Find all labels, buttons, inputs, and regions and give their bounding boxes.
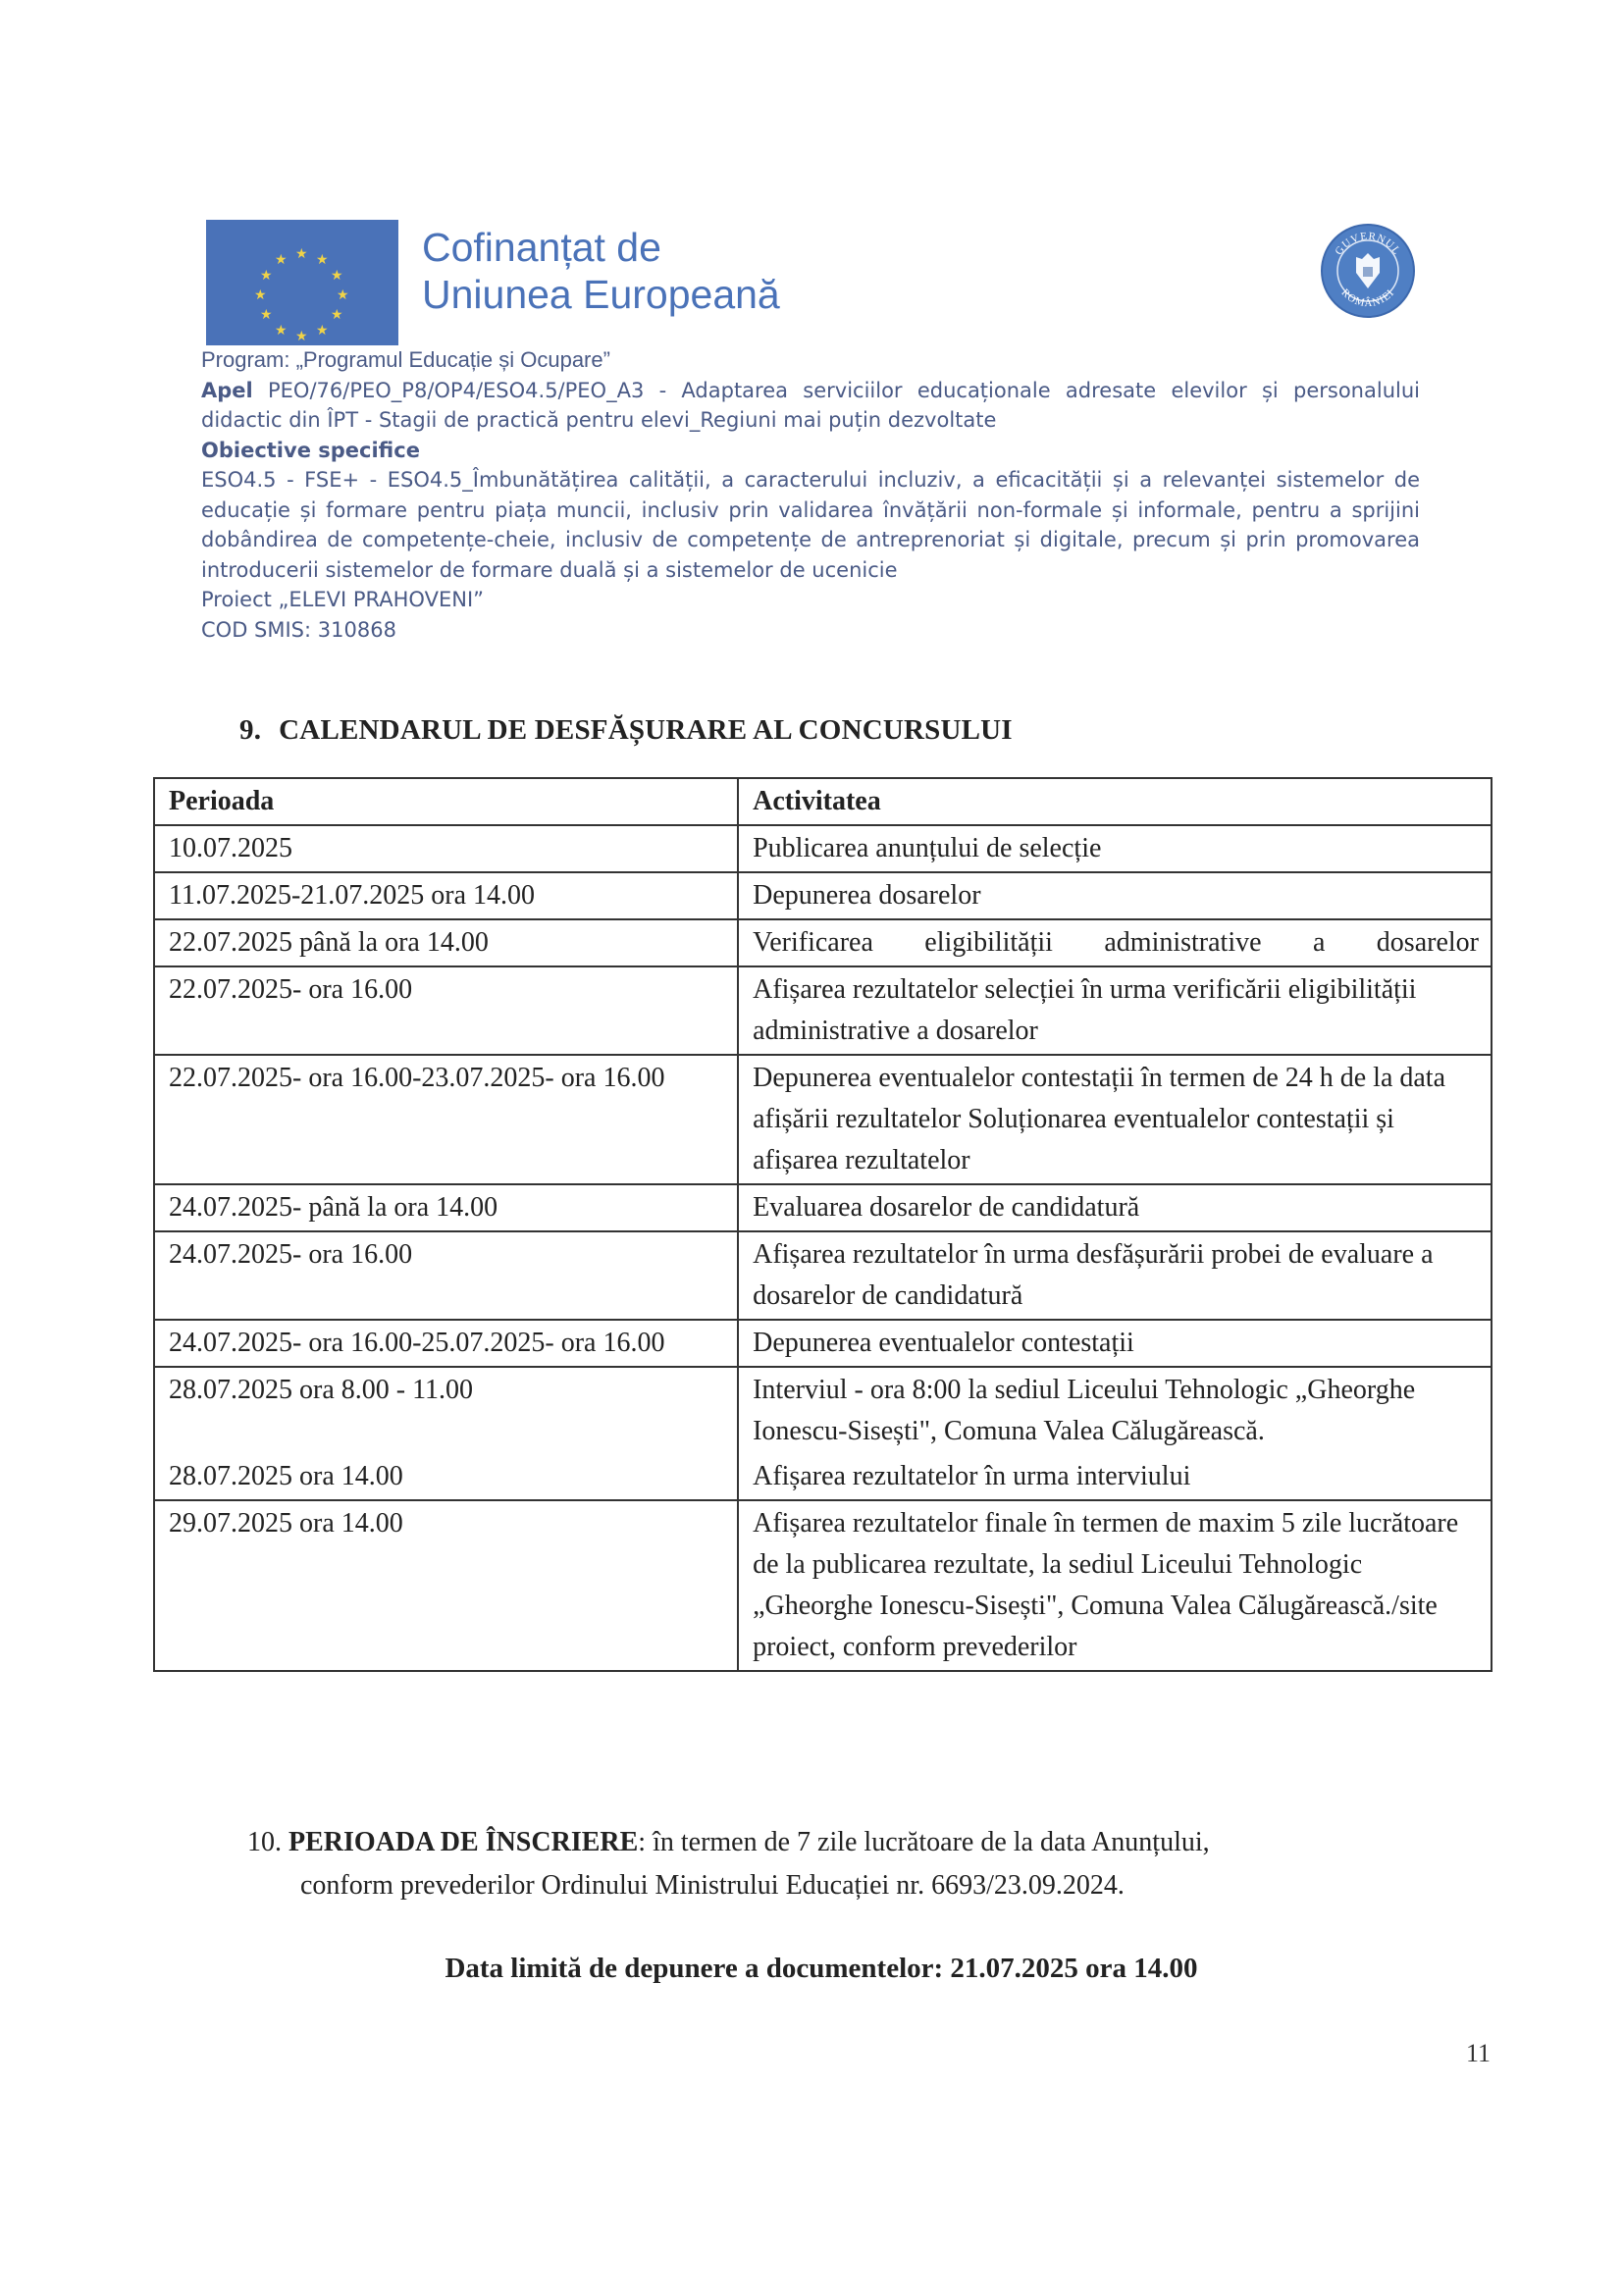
apel-line: [201, 376, 1420, 436]
star-icon: ★: [260, 307, 273, 323]
page-number: 11: [1466, 2039, 1492, 2067]
table-row: [154, 966, 1492, 1055]
activity-cell: Publicarea anunțului de selecție: [738, 825, 1492, 872]
activity-cell: Afișarea rezultatelor selecției în urma verificării eligibilității administrative a dosarelor: [738, 966, 1492, 1055]
svg-text:GUVERNUL: GUVERNUL: [1333, 230, 1403, 258]
eu-flag-icon: [206, 220, 398, 345]
calendar-table: [153, 777, 1492, 1672]
column-header-period: Perioada: [154, 778, 738, 825]
column-header-activity: Activitatea: [738, 778, 1492, 825]
activity-cell: Verificarea eligibilității administrative a dosarelor: [738, 919, 1492, 966]
period-cell: 11.07.2025-21.07.2025 ora 14.00: [154, 872, 738, 919]
objectives-text: ESO4.5 - FSE+ - ESO4.5_Îmbunătățirea calității, a caracterului incluziv, a eficacității și a relevanței sistemelor de educație și formare pentru piața muncii, inclusiv prin validarea învățării non-formale și informale, pentru a sprijini dobândirea de competențe-cheie, inclusiv de competențe de antreprenoriat și digitale, precum și prin promovarea introducerii sistemelor de formare duală și a sistemelor de ucenicie: [201, 468, 1420, 582]
period-cell: 28.07.2025 ora 8.00 - 11.00: [154, 1367, 738, 1454]
period-cell: 28.07.2025 ora 14.00: [154, 1454, 738, 1500]
star-icon: ★: [275, 323, 288, 339]
objectives-label: Obiective specifice: [201, 438, 420, 462]
activity-cell: Interviul - ora 8:00 la sediul Liceului Tehnologic „Gheorghe Ionescu-Sisești", Comuna Valea Călugărească.: [738, 1367, 1492, 1454]
table-row: [154, 1231, 1492, 1320]
svg-text:ROMÂNIEI: ROMÂNIEI: [1338, 287, 1397, 310]
cofinanced-line-2: Uniunea Europeană: [422, 272, 780, 317]
section-10-label: PERIOADA DE ÎNSCRIERE: [288, 1827, 639, 1857]
star-icon: ★: [295, 329, 308, 344]
table-header-row: [154, 778, 1492, 825]
star-icon: ★: [331, 268, 343, 284]
table-row: [154, 1454, 1492, 1500]
cofinanced-line-1: Cofinanțat de: [422, 225, 661, 270]
section-10-line-1: [247, 1821, 1493, 1864]
table-row: [154, 1367, 1492, 1454]
star-icon: ★: [254, 287, 267, 303]
activity-cell: Afișarea rezultatelor în urma desfășurării probei de evaluare a dosarelor de candidatură: [738, 1231, 1492, 1320]
apel-text: PEO/76/PEO_P8/OP4/ESO4.5/PEO_A3 - Adaptarea serviciilor educaționale adresate elevilor și personalului didactic din ÎPT - Stagii de practică pentru elevi_Regiuni mai puțin dezvoltate: [201, 378, 1420, 432]
government-seal-icon: [1321, 224, 1415, 318]
star-icon: ★: [337, 287, 349, 303]
period-cell: 10.07.2025: [154, 825, 738, 872]
star-icon: ★: [316, 323, 329, 339]
star-icon: ★: [260, 268, 273, 284]
section-title-text: CALENDARUL DE DESFĂȘURARE AL CONCURSULUI: [279, 714, 1013, 746]
activity-cell: Afișarea rezultatelor în urma interviului: [738, 1454, 1492, 1500]
activity-cell: Afișarea rezultatelor finale în termen de maxim 5 zile lucrătoare de la publicarea rezultate, la sediul Liceului Tehnologic „Gheorghe Ionescu-Sisești", Comuna Valea Călugărească./site proiect, conform prevederilor: [738, 1500, 1492, 1671]
table-row: [154, 872, 1492, 919]
star-icon: ★: [275, 252, 288, 268]
activity-cell: Evaluarea dosarelor de candidatură: [738, 1184, 1492, 1231]
table-row: [154, 919, 1492, 966]
period-cell: 24.07.2025- ora 16.00-25.07.2025- ora 16.00: [154, 1320, 738, 1367]
period-cell: 22.07.2025- ora 16.00: [154, 966, 738, 1055]
period-cell: 22.07.2025- ora 16.00-23.07.2025- ora 16.00: [154, 1055, 738, 1184]
cod-smis: COD SMIS: 310868: [201, 617, 396, 642]
star-icon: ★: [295, 246, 308, 262]
table-row: [154, 1055, 1492, 1184]
section-10: [247, 1821, 1493, 1907]
project-header: [201, 345, 1420, 645]
apel-label: Apel: [201, 378, 253, 402]
section-9-title: [239, 714, 1013, 747]
period-cell: 29.07.2025 ora 14.00: [154, 1500, 738, 1671]
section-10-line-2: conform prevederilor Ordinului Ministrului Educației nr. 6693/23.09.2024.: [300, 1870, 1125, 1901]
deadline-text: Data limită de depunere a documentelor: 21.07.2025 ora 14.00: [445, 1953, 1198, 1984]
program-line: Program: „Programul Educație și Ocupare”: [201, 347, 610, 372]
project-name: Proiect „ELEVI PRAHOVENI”: [201, 588, 485, 611]
star-icon: ★: [316, 252, 329, 268]
period-cell: 24.07.2025- până la ora 14.00: [154, 1184, 738, 1231]
section-number: 10.: [247, 1827, 282, 1857]
cofinanced-by-eu-text: [422, 224, 780, 318]
table-row: [154, 1500, 1492, 1671]
period-cell: 22.07.2025 până la ora 14.00: [154, 919, 738, 966]
submission-deadline: [0, 1953, 1623, 1985]
section-10-text: : în termen de 7 zile lucrătoare de la data Anunțului,: [638, 1827, 1210, 1857]
activity-cell: Depunerea dosarelor: [738, 872, 1492, 919]
section-number: 9.: [239, 714, 262, 746]
activity-cell: Depunerea eventualelor contestații în termen de 24 h de la data afișării rezultatelor Soluționarea eventualelor contestații și afișarea rezultatelor: [738, 1055, 1492, 1184]
table-row: [154, 825, 1492, 872]
star-icon: ★: [331, 307, 343, 323]
activity-cell: Depunerea eventualelor contestații: [738, 1320, 1492, 1367]
table-row: [154, 1320, 1492, 1367]
period-cell: 24.07.2025- ora 16.00: [154, 1231, 738, 1320]
table-row: [154, 1184, 1492, 1231]
